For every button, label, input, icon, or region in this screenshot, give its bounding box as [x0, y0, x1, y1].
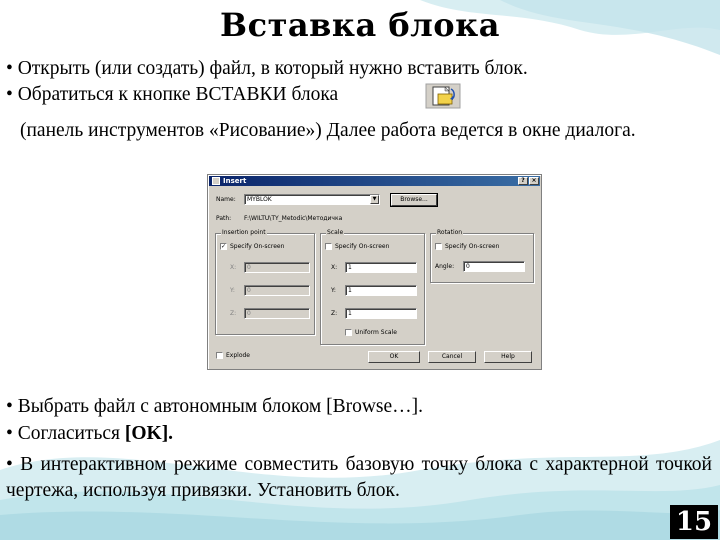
insertion-point-group [215, 229, 315, 335]
bullet-interactive: • В интерактивном режиме совместить базовую точку блока с характерной точкой чертежа, используя привязки. Установить блок. [6, 454, 712, 501]
close-icon[interactable]: × [529, 177, 539, 185]
rotation-group [430, 229, 534, 283]
ok-keyword: [OK]. [124, 423, 174, 444]
insertion-specify-checkbox[interactable]: ✓ [221, 243, 227, 250]
cancel-button[interactable]: Cancel [428, 351, 476, 363]
dialog-titlebar [209, 176, 540, 186]
dialog-title: Insert [223, 177, 247, 185]
insertion-x-label: X: [230, 264, 237, 271]
insertion-z-label: Z: [230, 310, 237, 317]
uniform-scale-label: Uniform Scale [355, 329, 397, 336]
path-label: Path: [216, 215, 232, 222]
insertion-y-label: Y: [230, 287, 235, 294]
bullet-panel-note: (панель инструментов «Рисование») Далее работа ведется в окне диалога. [20, 120, 636, 141]
insertion-z-field[interactable]: 0 [244, 308, 310, 319]
scale-x-field[interactable]: 1 [345, 262, 417, 273]
dialog-app-icon [212, 177, 220, 185]
scale-z-label: Z: [331, 310, 338, 317]
slide-title: Вставка блока [220, 6, 500, 44]
insertion-x-field[interactable]: 0 [244, 262, 310, 273]
ok-button[interactable]: OK [368, 351, 420, 363]
scale-x-label: X: [331, 264, 338, 271]
name-label: Name: [216, 196, 236, 203]
explode-label: Explode [226, 352, 250, 359]
scale-title: Scale [327, 229, 344, 236]
insert-dialog [207, 174, 542, 370]
rotation-specify-label: Specify On-screen [445, 243, 500, 250]
uniform-scale-checkbox[interactable] [345, 329, 352, 336]
angle-label: Angle: [435, 263, 455, 270]
help-button[interactable]: Help [484, 351, 532, 363]
explode-checkbox[interactable] [216, 352, 223, 359]
bullet-confirm-text: • Согласиться [6, 423, 125, 444]
bullet-insert-button: • Обратиться к кнопке ВСТАВКИ блока [6, 84, 339, 105]
path-value: F:\WILTU\TY_Metodic\Методичка [244, 215, 343, 222]
rotation-title: Rotation [437, 229, 463, 236]
insertion-y-field[interactable]: 0 [244, 285, 310, 296]
chevron-down-icon[interactable]: ▼ [370, 195, 379, 204]
scale-y-field[interactable]: 1 [345, 285, 417, 296]
scale-specify-label: Specify On-screen [335, 243, 390, 250]
scale-specify-checkbox[interactable] [325, 243, 332, 250]
bullet-open-file: • Открыть (или создать) файл, в который нужно вставить блок. [6, 58, 528, 79]
scale-y-label: Y: [331, 287, 336, 294]
page-number: 15 [670, 505, 718, 539]
scale-z-field[interactable]: 1 [345, 308, 417, 319]
angle-field[interactable]: 0 [463, 261, 525, 272]
insertion-specify-label: Specify On-screen [230, 243, 285, 250]
browse-button[interactable]: Browse... [391, 194, 437, 206]
insertion-point-title: Insertion point [222, 229, 266, 236]
bullet-confirm [6, 421, 173, 447]
name-value: MYBLOK [247, 196, 272, 203]
help-titlebar-button[interactable]: ? [518, 177, 528, 185]
scale-group [320, 229, 425, 345]
rotation-specify-checkbox[interactable] [435, 243, 442, 250]
name-combobox[interactable] [244, 194, 380, 205]
bullet-browse: • Выбрать файл с автономным блоком [Browse…]. [6, 396, 424, 417]
insert-block-icon [425, 83, 461, 109]
